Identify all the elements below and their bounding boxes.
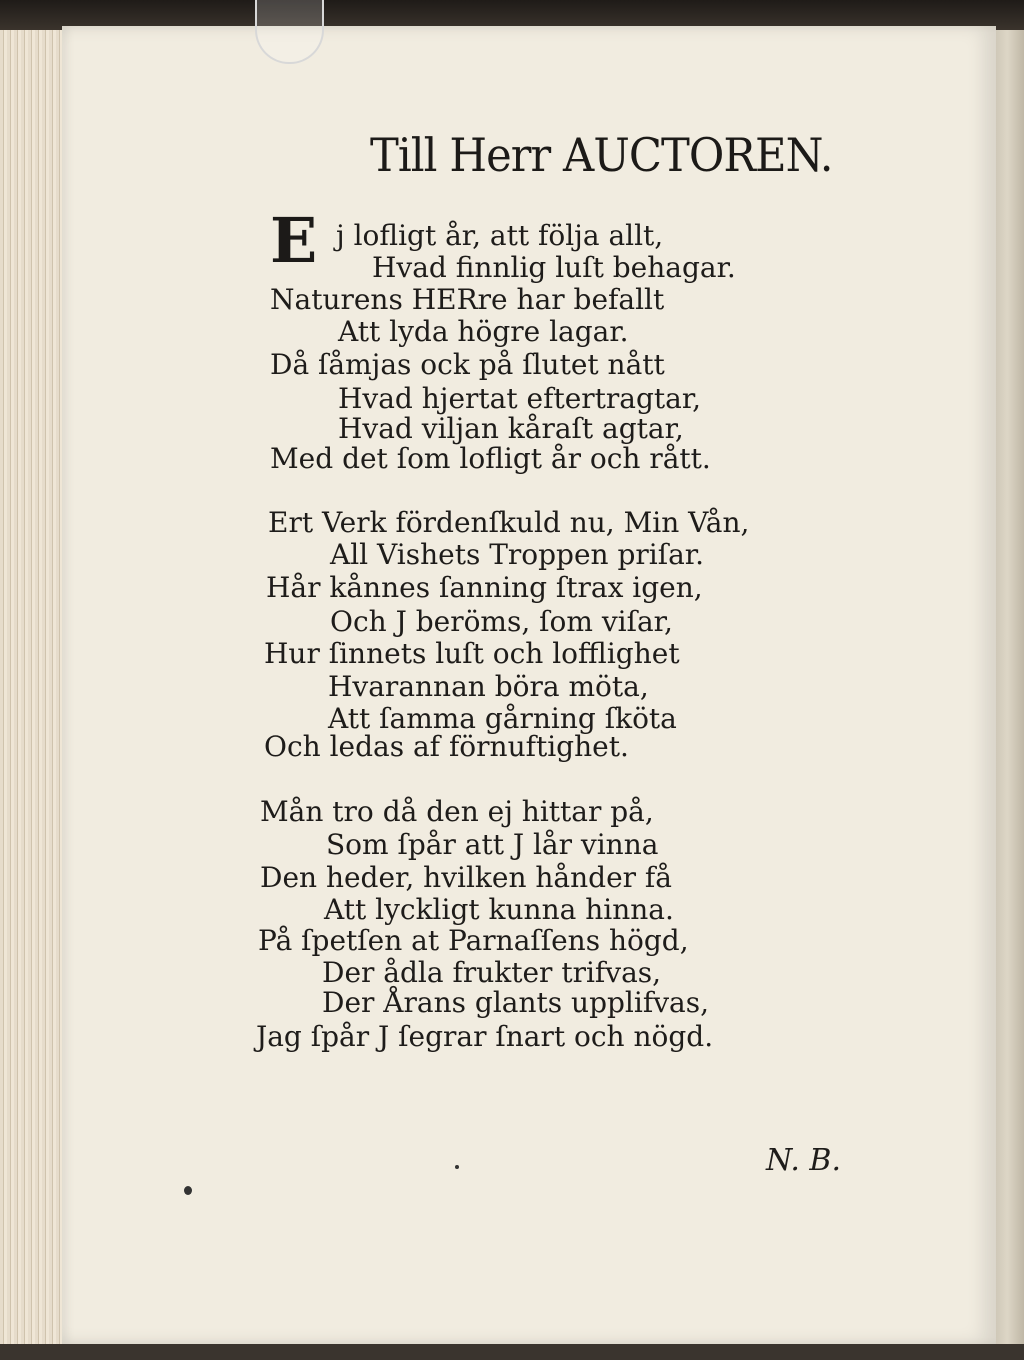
poem-line: Hur ſinnets luſt och lofflighet bbox=[264, 637, 680, 670]
catchword: N. B. bbox=[766, 1143, 841, 1178]
poem-line: Som ſpår att J lår vinna bbox=[326, 828, 659, 861]
page-clip bbox=[255, 0, 324, 64]
drop-cap: E bbox=[270, 204, 318, 277]
poem-line: Hvad hjertat eftertragtar, bbox=[338, 382, 702, 415]
poem-line: Hvad viljan kåraſt agtar, bbox=[338, 412, 684, 445]
poem-line: Att ſamma gårning ſköta bbox=[328, 702, 677, 735]
poem-line: Mån tro då den ej hittar på, bbox=[260, 795, 654, 828]
poem-line: All Vishets Troppen priſar. bbox=[330, 538, 705, 571]
poem-line: Hvad finnlig luſt behagar. bbox=[372, 251, 736, 284]
poem-line: Der ådla frukter trifvas, bbox=[322, 956, 662, 989]
poem-line: Med det ſom lofligt år och rått. bbox=[270, 442, 711, 475]
poem-line: Den heder, hvilken hånder få bbox=[260, 861, 672, 894]
poem-line: Naturens HERre har befallt bbox=[270, 283, 665, 316]
facing-page-edge bbox=[996, 30, 1024, 1352]
ink-speck bbox=[455, 1165, 459, 1169]
poem-line: j lofligt år, att följa allt, bbox=[336, 219, 664, 252]
page-edges bbox=[0, 30, 64, 1352]
scan-background-bottom bbox=[0, 1344, 1024, 1360]
poem-line: Hår kånnes ſanning ſtrax igen, bbox=[266, 571, 703, 604]
poem-line: Att lyda högre lagar. bbox=[338, 315, 629, 348]
poem-line: Jag ſpår J ſegrar ſnart och nögd. bbox=[256, 1020, 714, 1053]
poem-line: Och J beröms, ſom viſar, bbox=[330, 605, 673, 638]
page-heading: Till Herr AUCTOREN. bbox=[370, 128, 833, 182]
poem-line: Då ſåmjas ock på ſlutet nått bbox=[270, 348, 665, 381]
poem-line: På ſpetſen at Parnaſſens högd, bbox=[258, 924, 689, 957]
poem-line: Och ledas af förnuftighet. bbox=[264, 730, 629, 763]
poem-line: Ert Verk fördenſkuld nu, Min Vån, bbox=[268, 506, 750, 539]
poem-line: Der Årans glants upplifvas, bbox=[322, 986, 709, 1019]
poem-line: Hvarannan böra möta, bbox=[328, 670, 649, 703]
ink-speck bbox=[184, 1186, 192, 1195]
poem-line: Att lyckligt kunna hinna. bbox=[324, 893, 674, 926]
